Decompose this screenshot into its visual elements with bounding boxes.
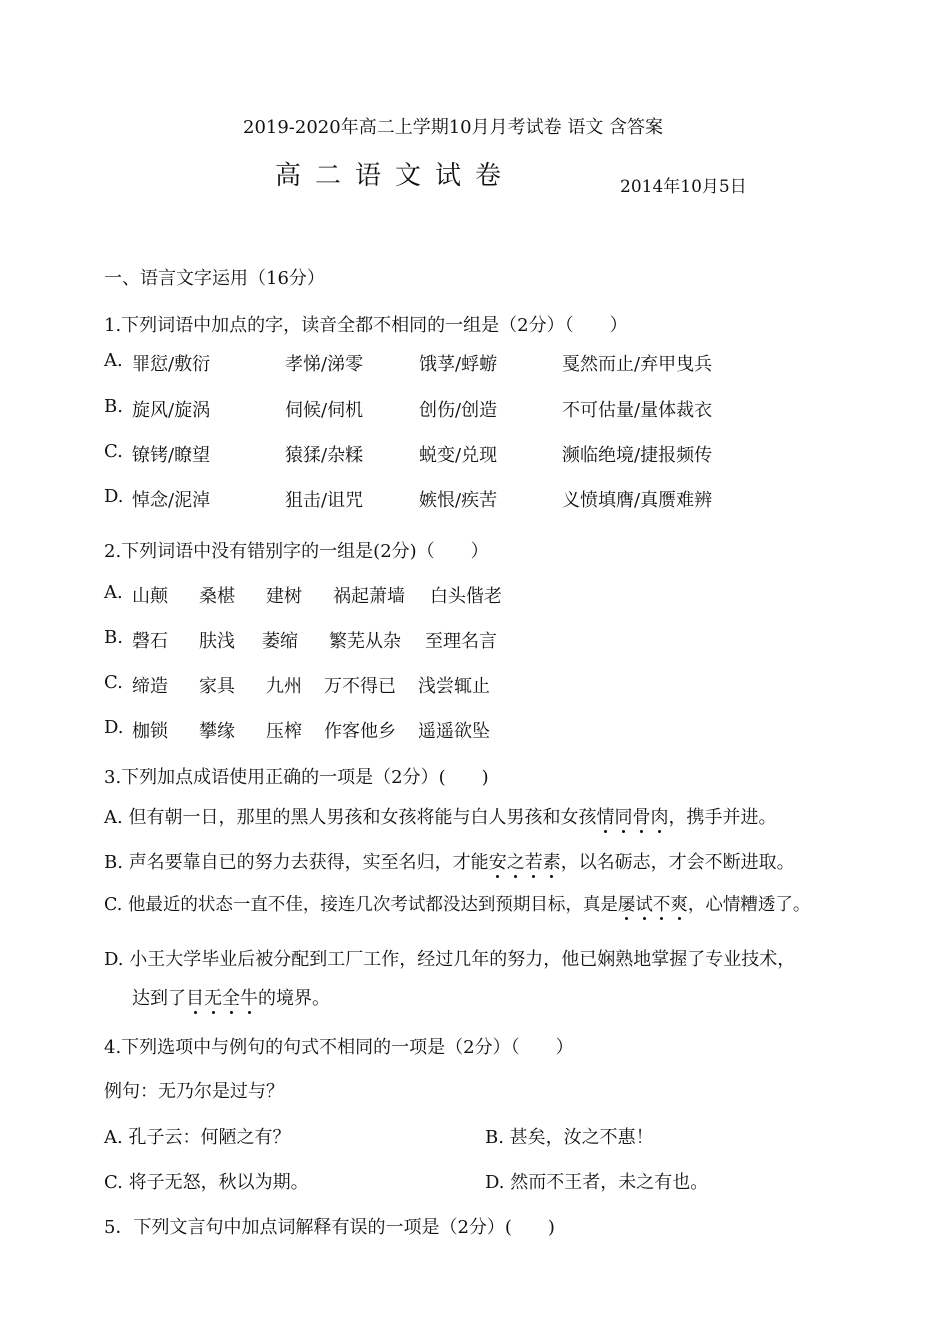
emphasis-char: 骨	[632, 807, 651, 828]
q1-option-label: B.	[104, 396, 123, 417]
q2-d-cell: 攀缘	[199, 721, 235, 742]
q2-b-cell: 肤浅	[199, 631, 235, 652]
q4-option-c: C. 将子无怒，秋以为期。	[104, 1172, 309, 1193]
q1-option-label: C.	[104, 441, 123, 462]
emphasis-char: 爽	[670, 895, 688, 915]
q1-option-label: A.	[104, 350, 123, 371]
q2-a-cell: 桑椹	[199, 586, 235, 607]
q1-a-cell: 戛然而止/弃甲曳兵	[562, 354, 713, 375]
exam-date: 2014年10月5日	[620, 177, 747, 197]
q3-option-b	[104, 848, 795, 874]
paper-title: 高二语文试卷	[275, 161, 516, 191]
q3-c-label: C.	[104, 895, 123, 915]
q1-c-cell: 镣铐/瞭望	[132, 445, 211, 466]
q3-d-idiom	[186, 988, 258, 1009]
q3-b-post: ，以名砺志，才会不断进取。	[560, 852, 795, 873]
q2-c-cell: 万不得已	[324, 676, 396, 697]
q3-a-post: ，携手并进。	[668, 807, 777, 828]
q1-d-cell: 悼念/泥淖	[132, 490, 211, 511]
q3-a-idiom	[596, 807, 668, 828]
q3-option-c	[104, 891, 810, 916]
q1-b-cell: 不可估量/量体裁衣	[562, 400, 713, 421]
q2-option-label: C.	[104, 672, 123, 693]
q2-b-cell: 磬石	[132, 631, 168, 652]
q1-c-cell: 濒临绝境/捷报频传	[562, 445, 713, 466]
emphasis-char: 不	[652, 895, 671, 915]
q1-c-cell: 蜕变/兑现	[419, 445, 498, 466]
q2-c-cell: 浅尝辄止	[418, 676, 490, 697]
q2-a-cell: 建树	[266, 586, 302, 607]
q3-b-label: B.	[104, 852, 123, 873]
q2-b-cell: 至理名言	[425, 631, 497, 652]
emphasis-char: 全	[222, 988, 240, 1009]
emphasis-char: 试	[635, 895, 653, 915]
q1-b-cell: 伺候/伺机	[285, 400, 364, 421]
q2-b-cell: 繁芜从杂	[329, 631, 401, 652]
emphasis-char: 肉	[650, 807, 669, 828]
q2-a-cell: 白头偕老	[430, 586, 502, 607]
q3-option-d-line1	[104, 945, 795, 971]
emphasis-char: 目	[186, 988, 204, 1009]
q3-d-pre: 达到了	[132, 988, 186, 1009]
q3-b-idiom	[489, 852, 561, 873]
question-5-stem: 5．下列文言句中加点词解释有误的一项是（2分）( )	[104, 1217, 555, 1238]
exam-title: 2019-2020年高二上学期10月月考试卷 语文 含答案	[243, 117, 664, 138]
q2-d-cell: 压榨	[266, 721, 302, 742]
q3-a-pre: 但有朝一日，那里的黑人男孩和女孩将能与白人男孩和女孩	[128, 807, 597, 828]
question-4-stem: 4.下列选项中与例句的句式不相同的一项是（2分）（ ）	[104, 1037, 574, 1058]
q3-b-pre: 声名要靠自已的努力去获得，实至名归，才能	[128, 852, 489, 873]
q4-option-b: B. 甚矣，汝之不惠！	[485, 1127, 654, 1148]
emphasis-char: 情	[596, 807, 615, 828]
emphasis-char: 若	[524, 852, 543, 873]
q1-a-cell: 罪愆/敷衍	[132, 354, 211, 375]
section-title: 一、语言文字运用（16分）	[104, 268, 325, 289]
question-1-stem: 1.下列词语中加点的字，读音全都不相同的一组是（2分）（ ）	[104, 315, 628, 336]
q2-a-cell: 山颠	[132, 586, 168, 607]
q2-d-cell: 作客他乡	[324, 721, 396, 742]
emphasis-char: 屡	[617, 895, 636, 915]
q2-option-label: B.	[104, 627, 123, 648]
q3-c-post: ，心情糟透了。	[687, 895, 811, 915]
q1-c-cell: 猿猱/杂糅	[285, 445, 364, 466]
q2-d-cell: 遥遥欲坠	[418, 721, 490, 742]
question-2-stem: 2.下列词语中没有错别字的一组是(2分)（ ）	[104, 541, 489, 562]
q2-option-label: D.	[104, 717, 124, 738]
emphasis-char: 无	[204, 988, 222, 1009]
q1-a-cell: 饿莩/蜉蝣	[419, 354, 498, 375]
q2-b-cell: 萎缩	[262, 631, 298, 652]
q4-option-d: D. 然而不王者，未之有也。	[485, 1172, 709, 1193]
q1-d-cell: 狙击/诅咒	[285, 490, 364, 511]
q3-d-line1: 小王大学毕业后被分配到工厂工作，经过几年的努力，他已娴熟地掌握了专业技术，	[129, 949, 796, 970]
q3-a-label: A.	[104, 807, 123, 828]
emphasis-char: 素	[542, 852, 561, 873]
q3-d-post: 的境界。	[258, 988, 330, 1009]
q2-option-label: A.	[104, 582, 123, 603]
q1-option-label: D.	[104, 486, 124, 507]
q2-c-cell: 九州	[266, 676, 302, 697]
q3-c-idiom	[618, 895, 688, 915]
q2-d-cell: 枷锁	[132, 721, 168, 742]
question-3-stem: 3.下列加点成语使用正确的一项是（2分）( )	[104, 767, 489, 788]
q1-b-cell: 创伤/创造	[419, 400, 498, 421]
q4-option-a: A. 孔子云：何陋之有？	[104, 1127, 291, 1148]
q1-a-cell: 孝悌/涕零	[285, 354, 364, 375]
q2-c-cell: 家具	[199, 676, 235, 697]
q3-c-pre: 他最近的状态一直不佳，接连几次考试都没达到预期目标，真是	[127, 895, 618, 915]
q1-d-cell: 义愤填膺/真赝难辨	[562, 490, 713, 511]
emphasis-char: 同	[614, 807, 633, 828]
emphasis-char: 安	[488, 852, 507, 873]
emphasis-char: 之	[506, 852, 525, 873]
q2-c-cell: 缔造	[132, 676, 168, 697]
q3-d-label: D.	[104, 949, 124, 970]
q1-b-cell: 旋风/旋涡	[132, 400, 211, 421]
q3-option-a	[104, 803, 776, 829]
q3-option-d-line2	[132, 984, 330, 1010]
q1-d-cell: 嫉恨/疾苦	[419, 490, 498, 511]
emphasis-char: 牛	[240, 988, 258, 1009]
q2-a-cell: 祸起萧墙	[333, 586, 405, 607]
q4-example: 例句：无乃尔是过与？	[104, 1081, 284, 1102]
